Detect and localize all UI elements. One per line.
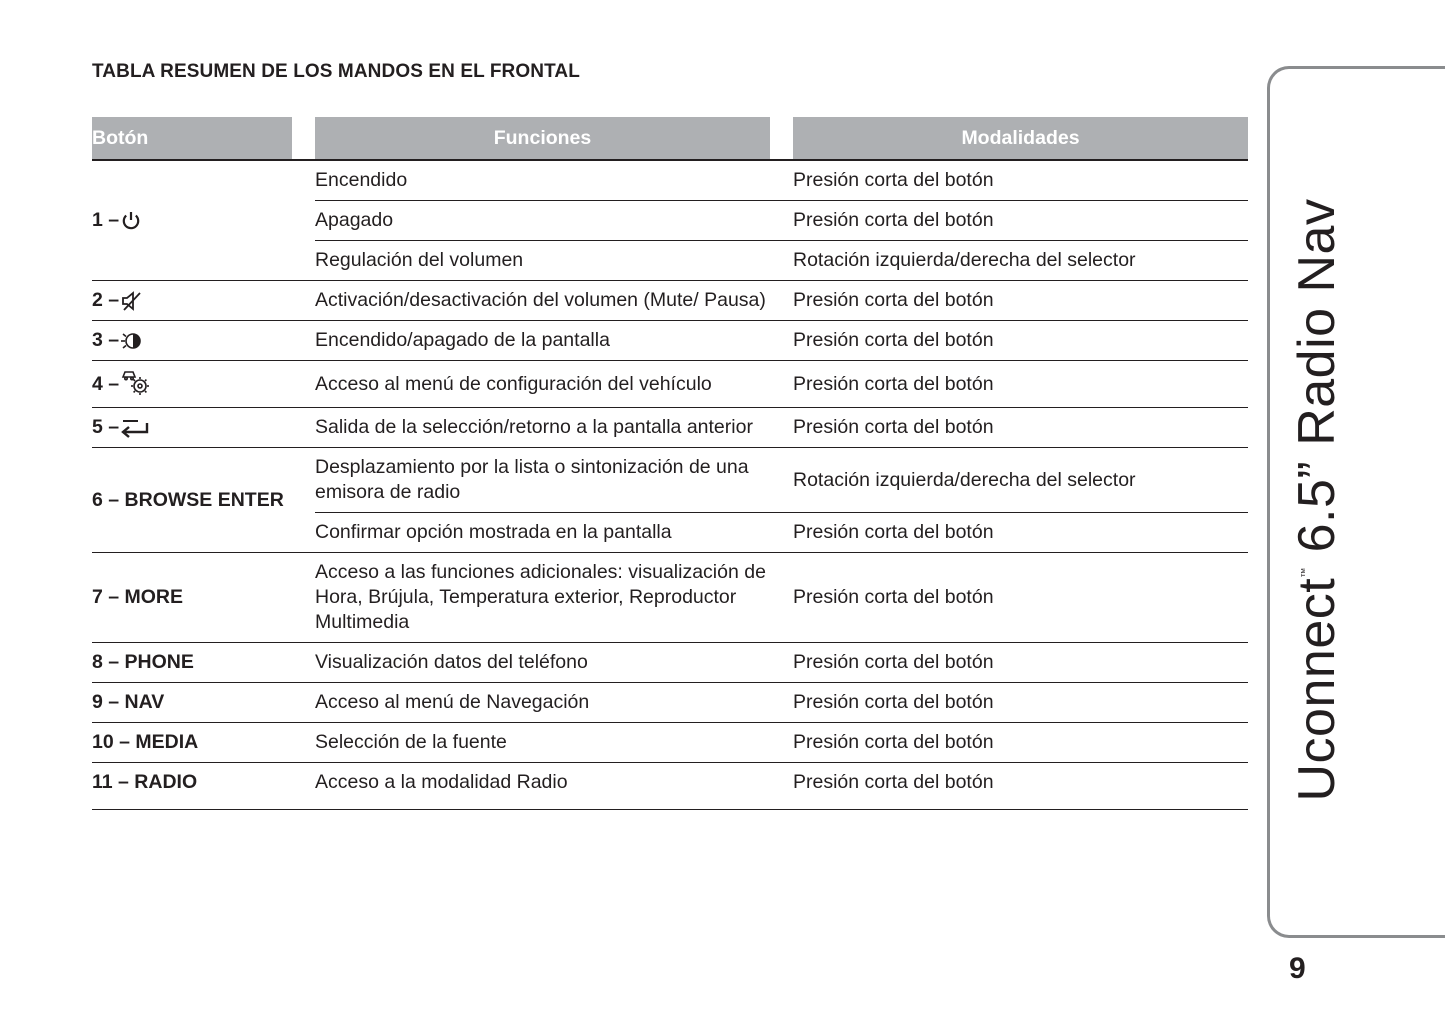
button-label: 3 – bbox=[92, 329, 120, 351]
table-row bbox=[92, 683, 1248, 723]
table-row bbox=[92, 408, 1248, 448]
mode-cell: Presión corta del botón bbox=[793, 201, 1248, 241]
button-label: 2 – bbox=[92, 289, 120, 311]
power-icon bbox=[119, 210, 142, 232]
function-cell: Acceso al menú de configuración del vehículo bbox=[315, 361, 793, 408]
controls-summary-table bbox=[92, 117, 1248, 810]
button-cell bbox=[92, 361, 315, 408]
button-cell bbox=[92, 723, 315, 763]
function-cell: Encendido/apagado de la pantalla bbox=[315, 321, 793, 361]
button-cell bbox=[92, 553, 315, 643]
button-cell bbox=[92, 763, 315, 810]
function-cell: Activación/desactivación del volumen (Mute/ Pausa) bbox=[315, 281, 793, 321]
button-cell bbox=[92, 160, 315, 281]
mode-cell: Presión corta del botón bbox=[793, 723, 1248, 763]
function-cell: Regulación del volumen bbox=[315, 241, 793, 281]
function-cell: Salida de la selección/retorno a la pantalla anterior bbox=[315, 408, 793, 448]
function-cell: Acceso a la modalidad Radio bbox=[315, 763, 793, 810]
function-cell: Encendido bbox=[315, 160, 793, 201]
table-row bbox=[92, 321, 1248, 361]
table-header-row bbox=[92, 117, 1248, 160]
function-cell: Confirmar opción mostrada en la pantalla bbox=[315, 513, 793, 553]
mode-cell: Presión corta del botón bbox=[793, 553, 1248, 643]
mode-cell: Rotación izquierda/derecha del selector bbox=[793, 241, 1248, 281]
button-cell bbox=[92, 448, 315, 553]
function-cell: Apagado bbox=[315, 201, 793, 241]
button-cell bbox=[92, 683, 315, 723]
button-label: 7 – MORE bbox=[92, 586, 184, 608]
trademark-mark: ™ bbox=[1300, 567, 1311, 578]
button-label: 1 – bbox=[92, 209, 120, 231]
button-label: 5 – bbox=[92, 416, 120, 438]
button-label: 8 – PHONE bbox=[92, 651, 194, 673]
table-row bbox=[92, 361, 1248, 408]
button-cell bbox=[92, 281, 315, 321]
button-label: 11 – RADIO bbox=[92, 771, 198, 793]
function-cell: Acceso al menú de Navegación bbox=[315, 683, 793, 723]
function-cell: Visualización datos del teléfono bbox=[315, 643, 793, 683]
button-label: 6 – BROWSE ENTER bbox=[92, 488, 284, 511]
mode-cell: Presión corta del botón bbox=[793, 683, 1248, 723]
button-label: 4 – bbox=[92, 372, 120, 395]
section-heading: TABLA RESUMEN DE LOS MANDOS EN EL FRONTAL bbox=[92, 61, 580, 82]
display-toggle-icon bbox=[119, 330, 144, 352]
header-modalidades: Modalidades bbox=[793, 117, 1248, 160]
button-label: 9 – NAV bbox=[92, 691, 165, 713]
button-cell bbox=[92, 321, 315, 361]
header-funciones: Funciones bbox=[315, 117, 793, 160]
function-cell: Acceso a las funciones adicionales: visualización de Hora, Brújula, Temperatura exterior, Reproductor Multimedia bbox=[315, 553, 793, 643]
mode-cell: Presión corta del botón bbox=[793, 361, 1248, 408]
table-row bbox=[92, 643, 1248, 683]
header-boton: Botón bbox=[92, 117, 315, 160]
mode-cell: Presión corta del botón bbox=[793, 281, 1248, 321]
table-row bbox=[92, 763, 1248, 810]
button-cell bbox=[92, 643, 315, 683]
button-label: 10 – MEDIA bbox=[92, 731, 199, 753]
mode-cell: Presión corta del botón bbox=[793, 513, 1248, 553]
back-arrow-icon bbox=[119, 418, 150, 438]
mode-cell: Rotación izquierda/derecha del selector bbox=[793, 448, 1248, 513]
table-row bbox=[92, 723, 1248, 763]
mute-icon bbox=[119, 290, 144, 312]
function-cell: Selección de la fuente bbox=[315, 723, 793, 763]
button-cell bbox=[92, 408, 315, 448]
mode-cell: Presión corta del botón bbox=[793, 643, 1248, 683]
mode-cell: Presión corta del botón bbox=[793, 160, 1248, 201]
function-cell: Desplazamiento por la lista o sintonización de una emisora de radio bbox=[315, 448, 793, 513]
vehicle-settings-icon bbox=[119, 368, 154, 400]
table-row bbox=[92, 553, 1248, 643]
page-number: 9 bbox=[1289, 952, 1306, 985]
mode-cell: Presión corta del botón bbox=[793, 763, 1248, 810]
mode-cell: Presión corta del botón bbox=[793, 408, 1248, 448]
table-row bbox=[92, 448, 1248, 513]
table-row bbox=[92, 281, 1248, 321]
table-row bbox=[92, 160, 1248, 201]
chapter-title: Uconnect™ 6.5” Radio Nav bbox=[1288, 198, 1346, 802]
mode-cell: Presión corta del botón bbox=[793, 321, 1248, 361]
